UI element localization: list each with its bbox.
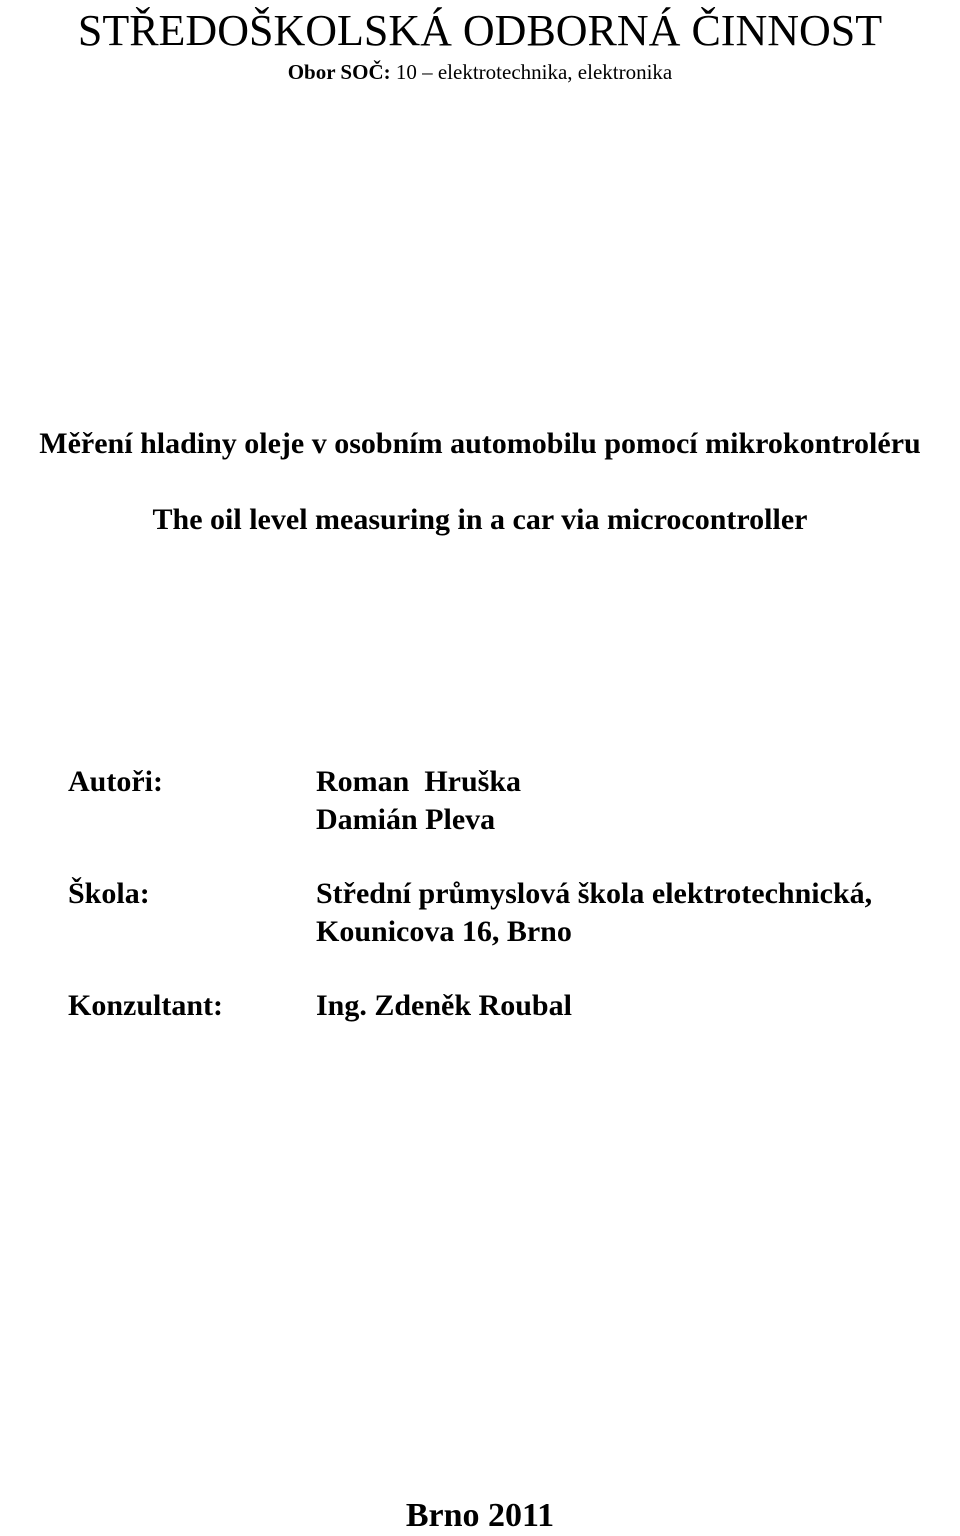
field-value: 10 – elektrotechnika, elektronika	[390, 60, 673, 84]
thesis-title-czech: Měření hladiny oleje v osobním automobilu pomocí mikrokontroléru	[39, 427, 921, 460]
field-label: Obor SOČ:	[287, 60, 391, 84]
consultant-label: Konzultant:	[68, 989, 224, 1022]
author-name-2: Damián Pleva	[316, 803, 496, 836]
school-name-line-1: Střední průmyslová škola elektrotechnická,	[316, 877, 873, 910]
place-and-year: Brno 2011	[405, 1497, 555, 1534]
field-of-study	[0, 58, 960, 86]
thesis-title-english: The oil level measuring in a car via microcontroller	[152, 503, 808, 536]
document-heading: STŘEDOŠKOLSKÁ ODBORNÁ ČINNOST	[77, 6, 883, 55]
author-name-1: Roman Hruška	[316, 765, 522, 798]
authors-label: Autoři:	[68, 765, 163, 798]
school-name-line-2: Kounicova 16, Brno	[316, 915, 572, 948]
consultant-name: Ing. Zdeněk Roubal	[316, 989, 572, 1022]
school-label: Škola:	[68, 877, 150, 910]
